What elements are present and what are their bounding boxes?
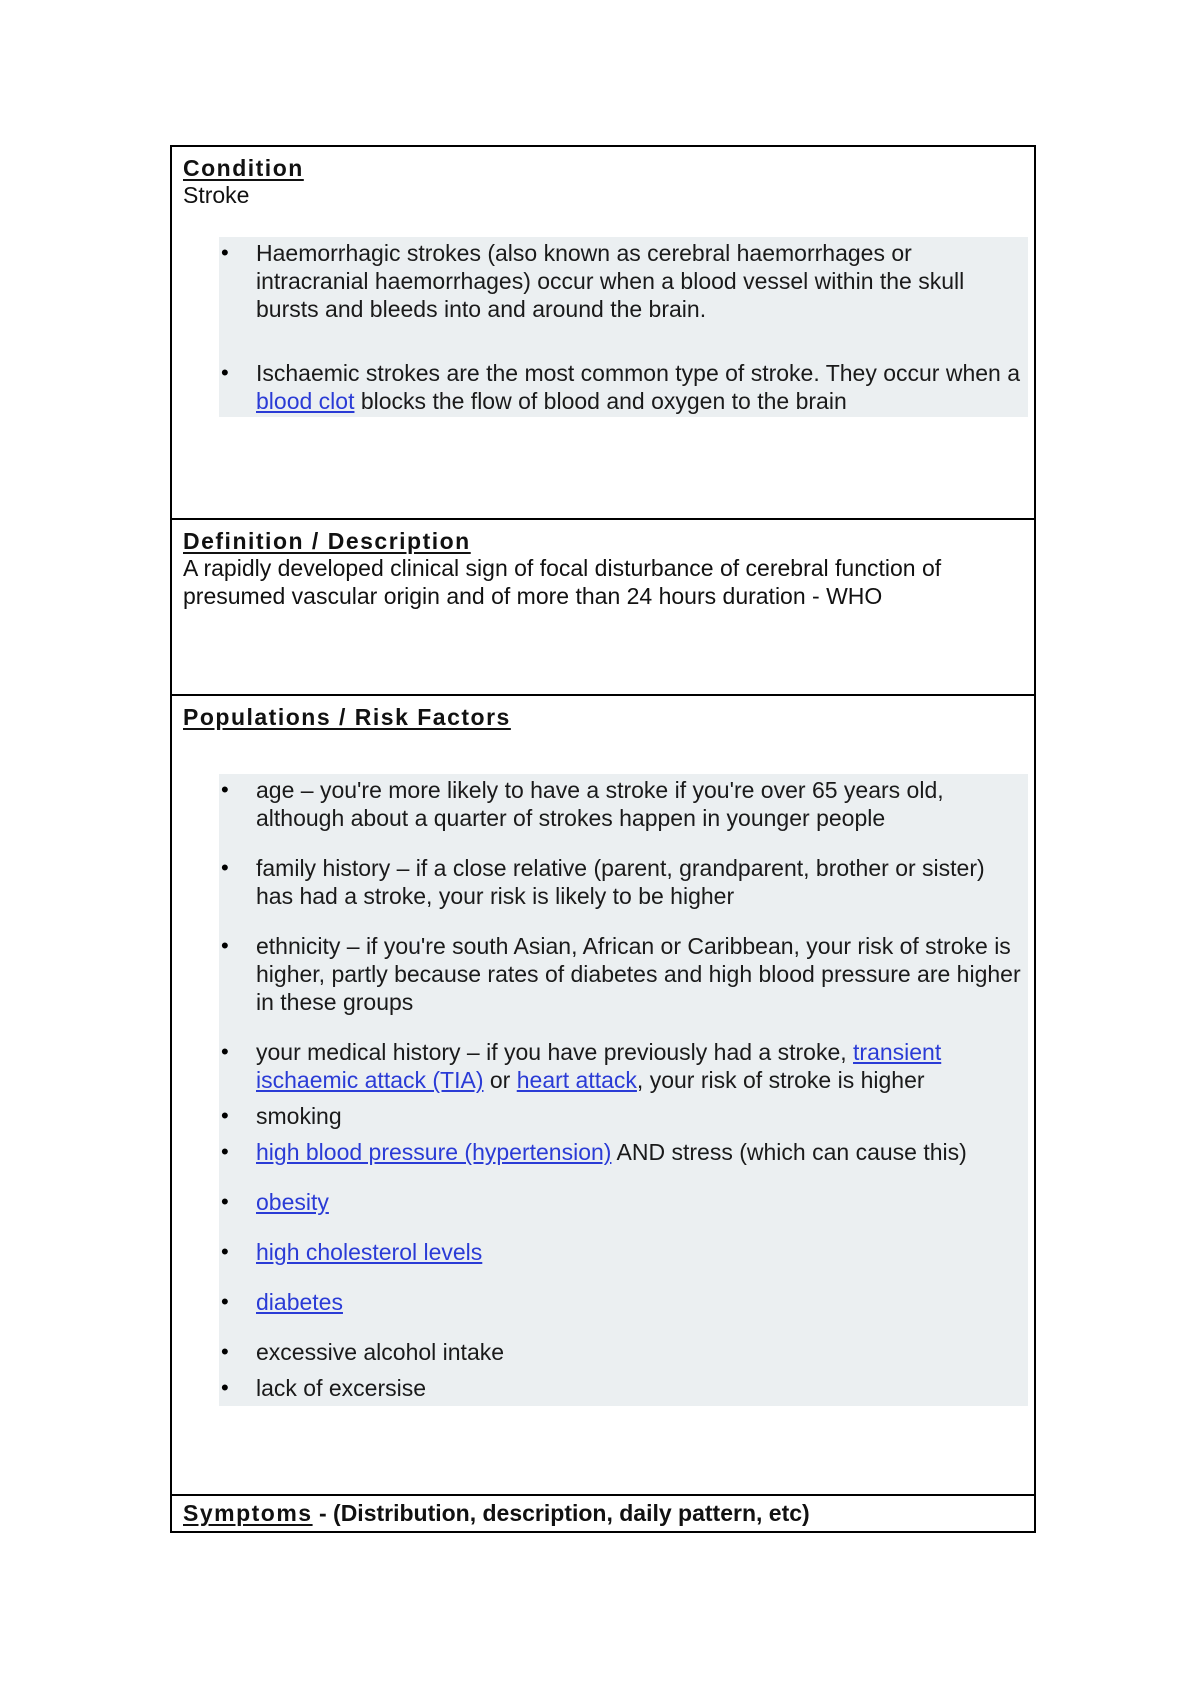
- bullet-icon: •: [221, 1375, 229, 1400]
- tia-link[interactable]: transient ischaemic attack (TIA): [256, 1039, 942, 1093]
- list-item: [219, 854, 1028, 910]
- symptoms-subheading: - (Distribution, description, daily pattern, etc): [312, 1500, 810, 1526]
- bullet-icon: •: [221, 1339, 229, 1364]
- high-cholesterol-link[interactable]: high cholesterol levels: [256, 1239, 483, 1265]
- list-item: [219, 1038, 1028, 1094]
- risk-medical-history-end: , your risk of stroke is higher: [636, 1067, 925, 1093]
- condition-form-table: [170, 145, 1036, 1533]
- list-item: [219, 932, 1028, 1016]
- definition-text: A rapidly developed clinical sign of focal disturbance of cerebral function of presumed vascular origin and of more than 24 hours duration - WHO: [183, 555, 942, 609]
- ischaemic-stroke-text-end: blocks the flow of blood and oxygen to the brain: [354, 388, 847, 414]
- risk-factors-cell: [172, 696, 1034, 1496]
- bullet-icon: •: [221, 933, 229, 958]
- list-item: [219, 1238, 1028, 1266]
- list-item: [219, 239, 1028, 323]
- bullet-icon: •: [221, 1239, 229, 1264]
- list-item: [219, 359, 1028, 415]
- risk-exercise-text: lack of excersise: [256, 1375, 427, 1401]
- diabetes-link[interactable]: diabetes: [256, 1289, 343, 1315]
- bullet-icon: •: [221, 1103, 229, 1128]
- risk-alcohol-text: excessive alcohol intake: [256, 1339, 505, 1365]
- risk-medical-history-or: or: [483, 1067, 517, 1093]
- risk-ethnicity-text: ethnicity – if you're south Asian, African or Caribbean, your risk of stroke is higher, partly because rates of diabetes and high blood pressure are higher in these groups: [256, 933, 1021, 1015]
- risk-stress-text: AND stress (which can cause this): [611, 1139, 967, 1165]
- bullet-icon: •: [221, 360, 229, 385]
- bullet-icon: •: [221, 1289, 229, 1314]
- risk-smoking-text: smoking: [256, 1103, 342, 1129]
- bullet-icon: •: [221, 777, 229, 802]
- list-item: [219, 1338, 1028, 1366]
- haemorrhagic-stroke-text: Haemorrhagic strokes (also known as cerebral haemorrhages or intracranial haemorrhages) occur when a blood vessel within the skull bursts and bleeds into and around the brain.: [256, 240, 965, 322]
- symptoms-heading: Symptoms: [183, 1500, 313, 1526]
- definition-cell: [172, 520, 1034, 696]
- list-item: [219, 776, 1028, 832]
- bullet-icon: •: [221, 240, 229, 265]
- symptoms-cell: [172, 1496, 1034, 1531]
- bullet-icon: •: [221, 1039, 229, 1064]
- bullet-icon: •: [221, 1139, 229, 1164]
- risk-medical-history-text: your medical history – if you have previously had a stroke,: [256, 1039, 854, 1065]
- condition-cell: [172, 147, 1034, 520]
- risk-factors-list: [219, 774, 1028, 1406]
- heart-attack-link[interactable]: heart attack: [516, 1067, 637, 1093]
- list-item: [219, 1374, 1028, 1402]
- bullet-icon: •: [221, 855, 229, 880]
- condition-value: Stroke: [183, 182, 250, 208]
- blood-clot-link[interactable]: blood clot: [256, 388, 355, 414]
- list-item: [219, 1102, 1028, 1130]
- list-item: [219, 1138, 1028, 1166]
- condition-heading: Condition: [183, 155, 304, 181]
- list-item: [219, 1188, 1028, 1216]
- ischaemic-stroke-text: Ischaemic strokes are the most common type of stroke. They occur when a: [256, 360, 1021, 386]
- risk-factors-heading: Populations / Risk Factors: [183, 704, 511, 730]
- risk-family-history-text: family history – if a close relative (parent, grandparent, brother or sister) has had a stroke, your risk is likely to be higher: [256, 855, 985, 909]
- definition-heading: Definition / Description: [183, 528, 471, 554]
- hypertension-link[interactable]: high blood pressure (hypertension): [256, 1139, 612, 1165]
- list-item: [219, 1288, 1028, 1316]
- stroke-types-list: [219, 237, 1028, 417]
- bullet-icon: •: [221, 1189, 229, 1214]
- obesity-link[interactable]: obesity: [256, 1189, 329, 1215]
- risk-age-text: age – you're more likely to have a stroke if you're over 65 years old, although about a quarter of strokes happen in younger people: [256, 777, 944, 831]
